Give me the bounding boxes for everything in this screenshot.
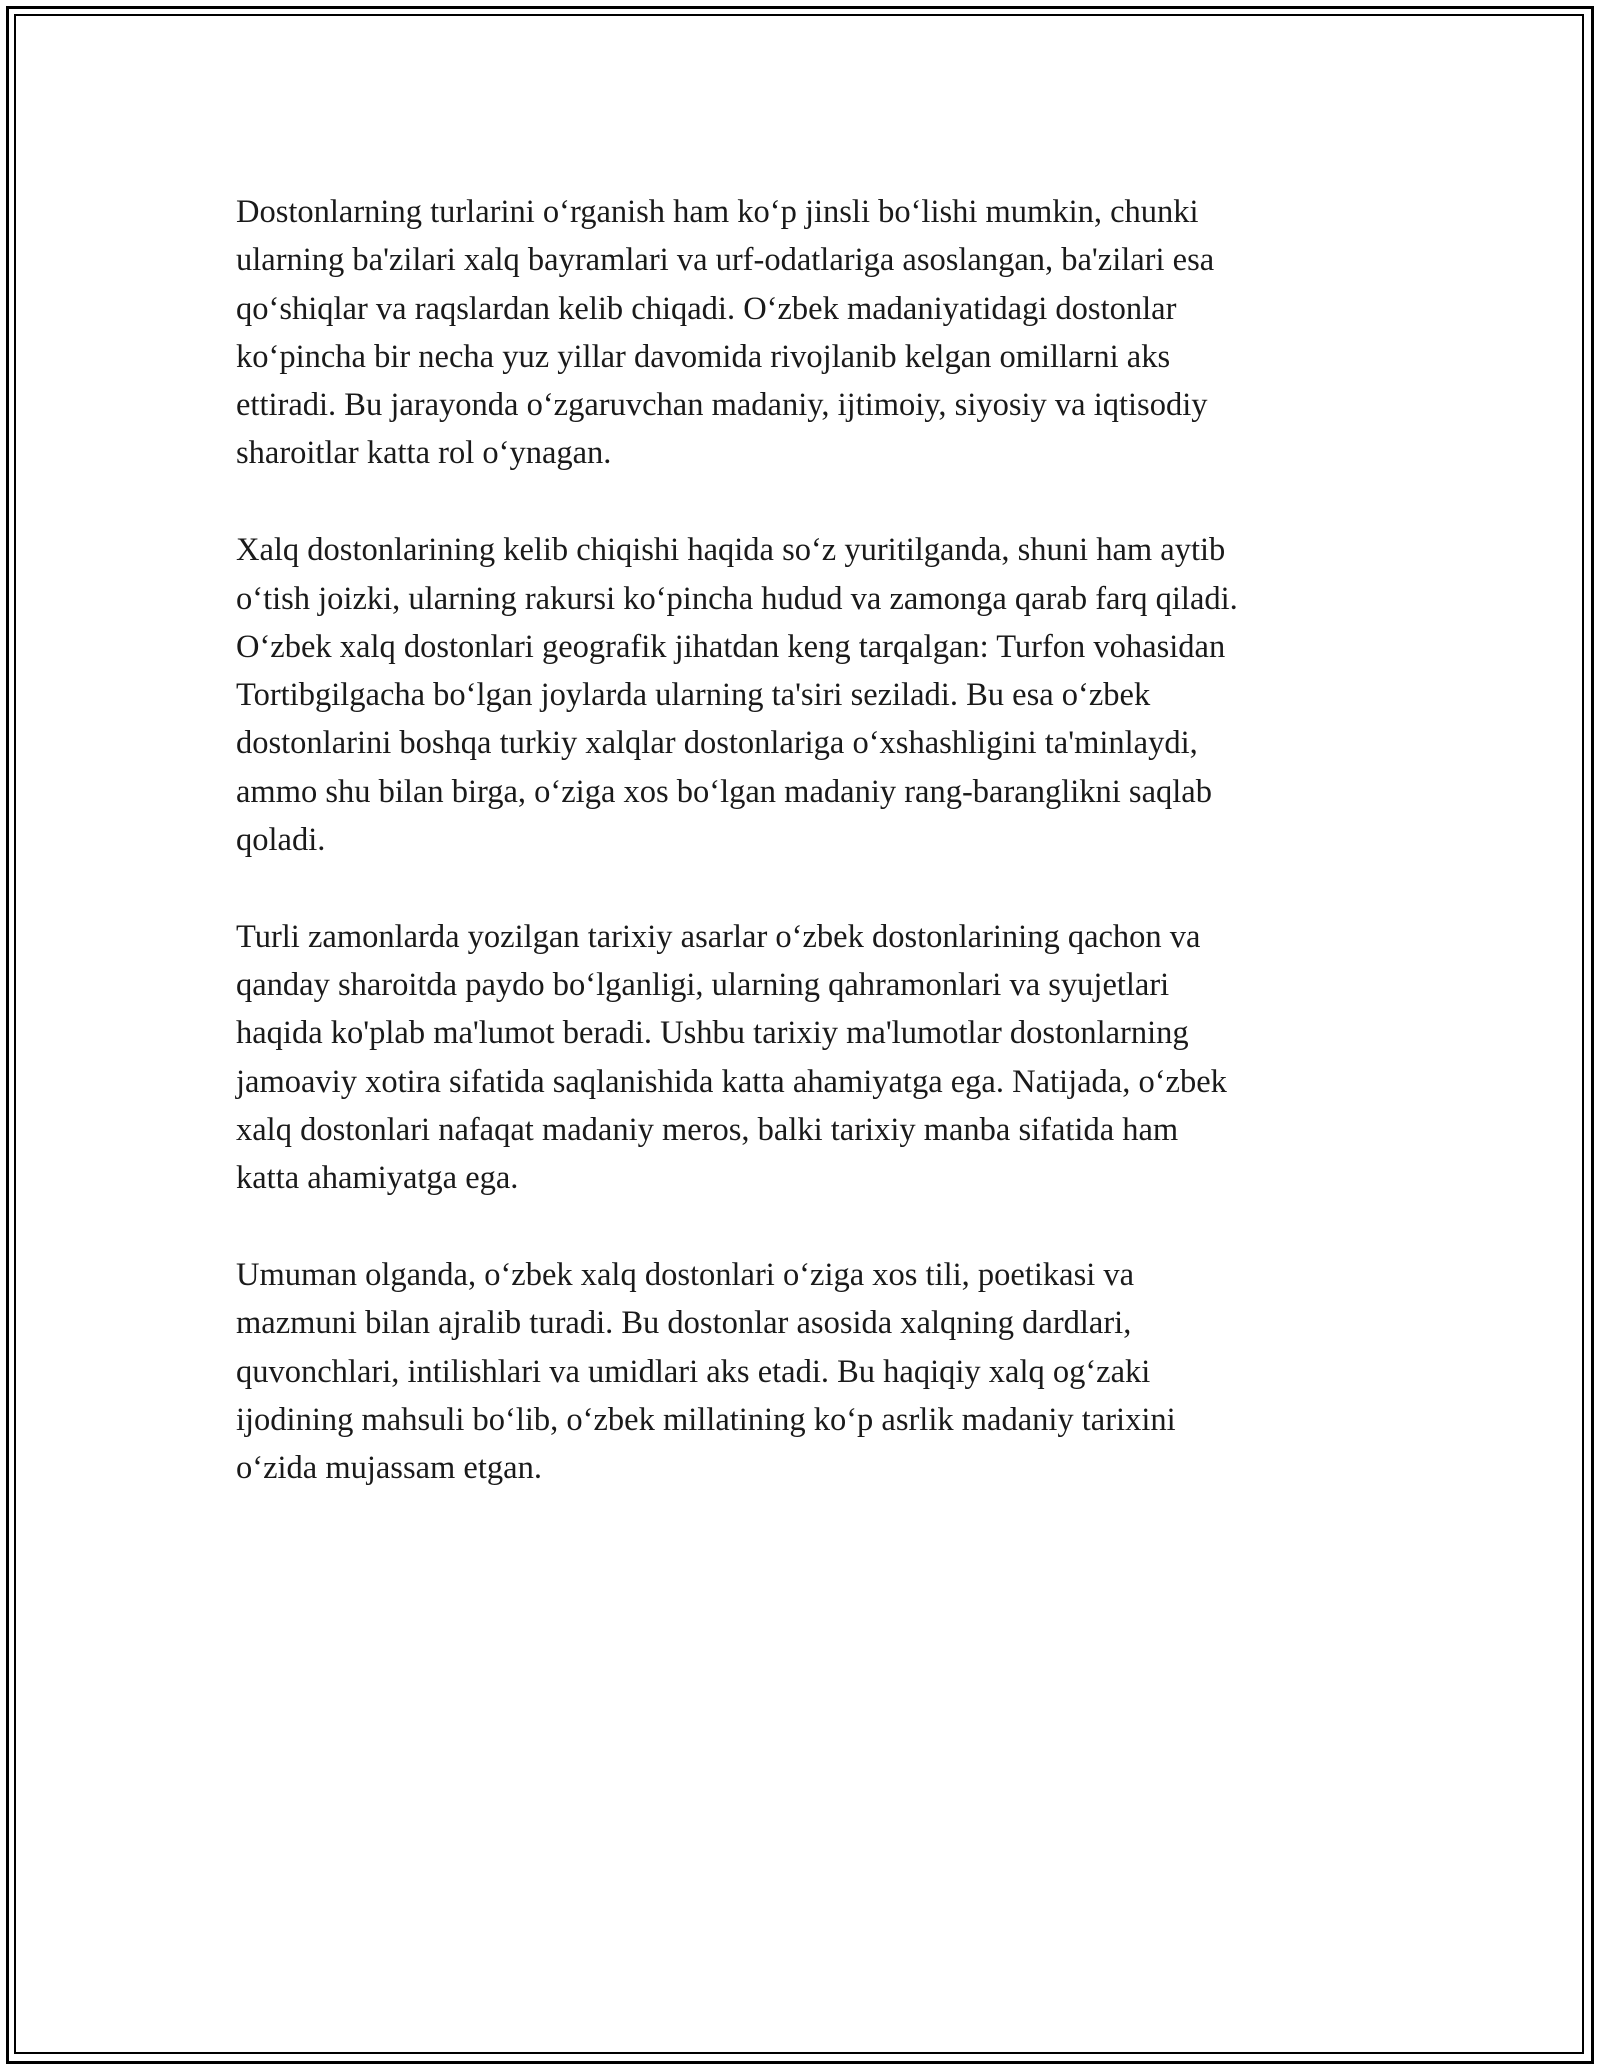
paragraph-4: Umuman olganda, o‘zbek xalq dostonlari o‘ziga xos tili, poetikasi va mazmuni bilan ajralib turadi. Bu dostonlar asosida xalqning dardlari, quvonchlari, intilishlari va umidlari aks etadi. Bu haqiqiy xalq og‘zaki ijodining mahsuli bo‘lib, o‘zbek millatining ko‘p asrlik madaniy tarixini o‘zida mujassam etgan. xyxy=(236,1257,1176,1487)
paragraph-2: Xalq dostonlarining kelib chiqishi haqida so‘z yuritilganda, shuni ham aytib o‘tish joizki, ularning rakursi ko‘pincha hudud va zamonga qarab farq qiladi. O‘zbek xalq dostonlari geografik jihatdan keng tarqalgan: Turfon vohasidan Tortibgilgacha bo‘lgan joylarda ularning ta'siri seziladi. Bu esa o‘zbek dostonlarini boshqa turkiy xalqlar dostonlariga o‘xshashligini ta'minlaydi, ammo shu bilan birga, o‘ziga xos bo‘lgan madaniy rang-baranglikni saqlab qoladi. xyxy=(236,532,1238,859)
document-body xyxy=(236,188,1376,1541)
paragraph-3: Turli zamonlarda yozilgan tarixiy asarlar o‘zbek dostonlarining qachon va qanday sharoitda paydo bo‘lganligi, ularning qahramonlari va syujetlari haqida ko'plab ma'lumot beradi. Ushbu tarixiy ma'lumotlar dostonlarning jamoaviy xotira sifatida saqlanishida katta ahamiyatga ega. Natijada, o‘zbek xalq dostonlari nafaqat madaniy meros, balki tarixiy manba sifatida ham katta ahamiyatga ega. xyxy=(236,918,1227,1197)
paragraph-1: Dostonlarning turlarini o‘rganish ham ko‘p jinsli bo‘lishi mumkin, chunki ularning ba'zilari xalq bayramlari va urf-odatlariga asoslangan, ba'zilari esa qo‘shiqlar va raqslardan kelib chiqadi. O‘zbek madaniyatidagi dostonlar ko‘pincha bir necha yuz yillar davomida rivojlanib kelgan omillarni aks ettiradi. Bu jarayonda o‘zgaruvchan madaniy, ijtimoiy, siyosiy va iqtisodiy sharoitlar katta rol o‘ynagan. xyxy=(236,194,1215,472)
